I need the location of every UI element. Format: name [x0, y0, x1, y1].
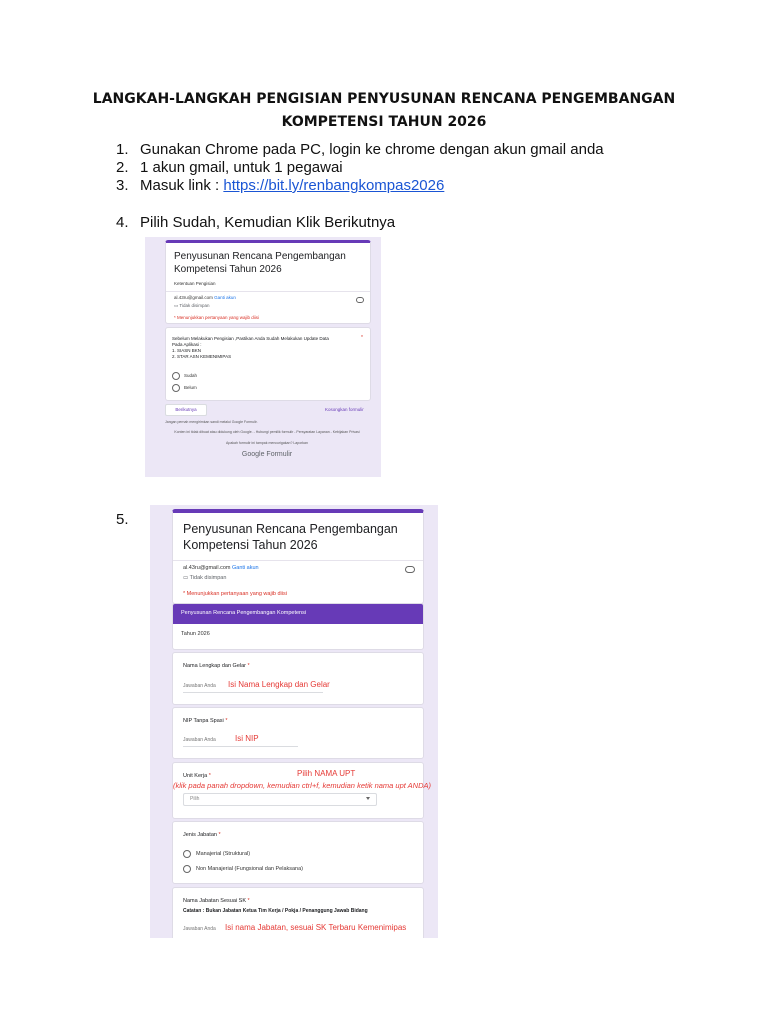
- option-label: Manajerial (Struktural): [196, 851, 251, 857]
- annotation-unit-instructions: (klik pada panah dropdown, kemudian ctrl+f, kemudian ketik nama upt ANDA): [173, 781, 431, 790]
- question-unit-kerja: [172, 762, 431, 819]
- step-5: 5.: [116, 511, 129, 528]
- google-forms-logo: Google Formulir: [241, 451, 293, 458]
- not-saved-text: ▭ Tidak disimpan: [174, 303, 210, 308]
- annotation-nip: Isi NIP: [235, 734, 259, 743]
- section-description: Tahun 2026: [181, 631, 210, 637]
- question-card: [165, 327, 371, 401]
- answer-input-jabatan[interactable]: Jawaban Anda: [183, 926, 216, 932]
- question-nama-jabatan: [172, 887, 424, 938]
- question-nip: [172, 707, 424, 759]
- title-line-1: LANGKAH-LANGKAH PENGISIAN PENYUSUNAN RENCANA PENGEMBANGAN: [92, 91, 676, 107]
- form-title: Penyusunan Rencana Pengembangan Kompetensi Tahun 2026: [174, 251, 346, 275]
- form-subtitle: Ketentuan Pengisian: [174, 281, 216, 286]
- answer-input-nip[interactable]: Jawaban Anda: [183, 737, 216, 743]
- option-label: Belum: [184, 385, 197, 390]
- account-email: al.43ru@gmail.com Ganti akun: [174, 295, 236, 300]
- chevron-down-icon: [366, 797, 370, 800]
- not-saved-text: ▭ Tidak disimpan: [183, 575, 227, 581]
- answer-input-nama[interactable]: Jawaban Anda: [183, 683, 216, 689]
- annotation-jabatan: Isi nama Jabatan, sesuai SK Terbaru Kemenimipas: [225, 923, 407, 932]
- section-header: [173, 604, 423, 624]
- radio-manajerial[interactable]: [183, 850, 191, 858]
- title-line-2: KOMPETENSI TAHUN 2026: [281, 114, 487, 130]
- question-jenis-jabatan: [172, 821, 424, 884]
- required-note: * Menunjukkan pertanyaan yang wajib diisi: [183, 591, 287, 597]
- radio-belum[interactable]: [172, 384, 180, 392]
- annotation-nama: Isi Nama Lengkap dan Gelar: [228, 680, 330, 689]
- form-link[interactable]: https://bit.ly/renbangkompas2026: [223, 177, 445, 194]
- steps-list: [116, 141, 604, 195]
- divider: [173, 560, 423, 561]
- switch-account-link[interactable]: Ganti akun: [214, 295, 236, 300]
- question-label: Nama Jabatan Sesuai SK *: [183, 898, 250, 904]
- question-label: Nama Lengkap dan Gelar *: [183, 663, 250, 669]
- form-screenshot-1: [145, 237, 381, 477]
- footer-disclaimer: Konten ini tidak dibuat atau didukung oleh Google. - Hubungi pemilik formulir - Persyaratan Layanan - Kebijakan Privasi: [174, 430, 360, 434]
- cloud-icon: [356, 297, 364, 303]
- required-star: *: [361, 335, 363, 341]
- clear-form-link[interactable]: Kosongkan formulir: [325, 407, 364, 412]
- input-underline: [183, 692, 323, 693]
- question-label: Jenis Jabatan *: [183, 832, 221, 838]
- step-item: 1. Gunakan Chrome pada PC, login ke chrome dengan akun gmail anda: [116, 141, 604, 158]
- option-label: Non Manajerial (Fungsional dan Pelaksana): [196, 866, 304, 872]
- radio-non-manajerial[interactable]: [183, 865, 191, 873]
- unit-kerja-dropdown[interactable]: Pilih: [183, 793, 377, 806]
- document-title: [0, 88, 768, 134]
- question-nama: [172, 652, 424, 705]
- section-title: Penyusunan Rencana Pengembangan Kompetensi: [181, 610, 307, 616]
- annotation-unit: Pilih NAMA UPT: [297, 769, 356, 778]
- cloud-icon: [405, 566, 415, 573]
- question-text: Sebelum Melakukan Pengisian ,Pastikan Anda Sudah Melakukan Update Data Pada Aplikasi : 1. SIASN BKN 2. STAR ASN KEMENIMIPAS: [172, 336, 329, 359]
- option-label: Sudah: [184, 373, 198, 378]
- section-card: [172, 603, 424, 650]
- form-header-card: [172, 509, 424, 604]
- divider: [166, 291, 370, 292]
- question-label: Unit Kerja *: [183, 773, 211, 779]
- input-underline: [183, 746, 298, 747]
- required-note: * Menunjukkan pertanyaan yang wajib diisi: [174, 315, 260, 320]
- account-email: al.43ru@gmail.com Ganti akun: [183, 565, 259, 571]
- footer-warning: Jangan pernah mengirimkan sandi melalui Google Formulir.: [165, 420, 258, 424]
- step-4: 4. Pilih Sudah, Kemudian Klik Berikutnya: [116, 214, 396, 231]
- step-item: 3. Masuk link : https://bit.ly/renbangkompas2026: [116, 177, 445, 194]
- next-button[interactable]: Berikutnya: [165, 404, 207, 416]
- question-label: NIP Tanpa Spasi *: [183, 718, 228, 724]
- form-screenshot-2: [150, 505, 438, 938]
- form-header-card: [165, 240, 371, 324]
- radio-sudah[interactable]: [172, 372, 180, 380]
- switch-account-link[interactable]: Ganti akun: [232, 565, 259, 571]
- form-title: Penyusunan Rencana Pengembangan Kompetensi Tahun 2026: [183, 522, 398, 552]
- step-item: 2. 1 akun gmail, untuk 1 pegawai: [116, 159, 343, 176]
- question-note: Catatan : Bukan Jabatan Ketua Tim Kerja / Pokja / Penanggung Jawab Bidang: [183, 908, 368, 914]
- footer-report: Apakah formulir ini tampak mencurigakan? Laporkan: [226, 441, 308, 445]
